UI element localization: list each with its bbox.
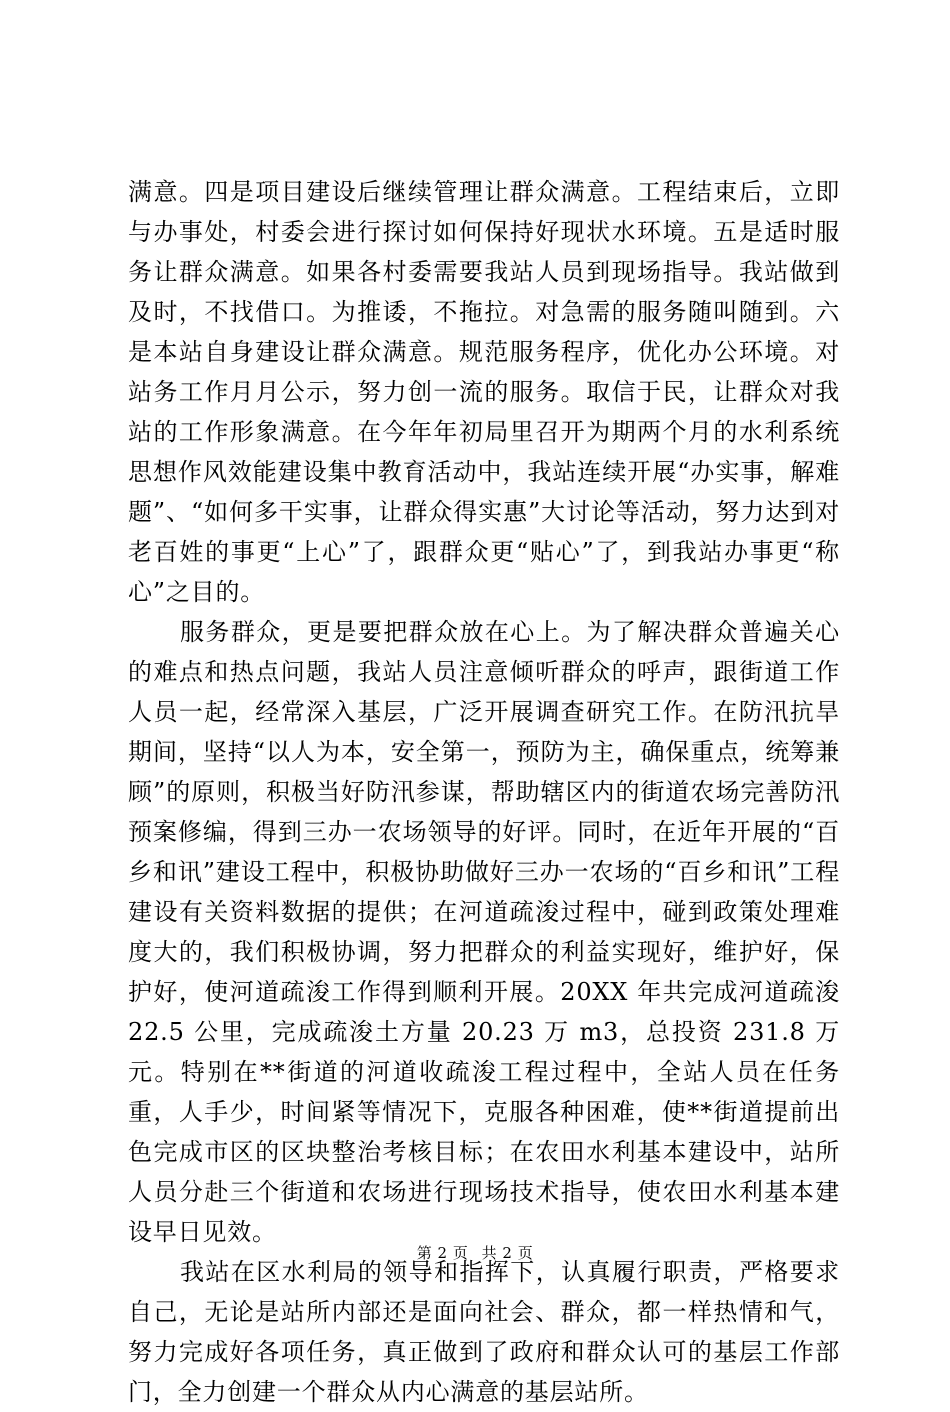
page-footer xyxy=(0,1243,950,1263)
page-number-total: 共 2 页 xyxy=(481,1244,534,1262)
paragraph-3: 我站在区水利局的领导和指挥下，认真履行职责，严格要求自己，无论是站所内部还是面向社会、群众，都一样热情和气，努力完成好各项任务，真正做到了政府和群众认可的基层工作部门，全力创建一个群众从内心满意的基层站所。 xyxy=(128,1258,840,1406)
page-number-current: 第 2 页 xyxy=(416,1244,469,1262)
paragraph-2: 服务群众，更是要把群众放在心上。为了解决群众普遍关心的难点和热点问题，我站人员注意倾听群众的呼声，跟街道工作人员一起，经常深入基层，广泛开展调查研究工作。在防汛抗旱期间，坚持“以人为本，安全第一，预防为主，确保重点，统筹兼顾”的原则，积极当好防汛参谋，帮助辖区内的街道农场完善防汛预案修编，得到三办一农场领导的好评。同时，在近年开展的“百乡和讯”建设工程中，积极协助做好三办一农场的“百乡和讯”工程建设有关资料数据的提供；在河道疏浚过程中，碰到政策处理难度大的，我们积极协调，努力把群众的利益实现好，维护好，保护好，使河道疏浚工作得到顺利开展。20XX 年共完成河道疏浚 22.5 公里，完成疏浚土方量 20.23 万 m3，总投资 231.8 万元。特别在**街道的河道收疏浚工程过程中，全站人员在任务重，人手少，时间紧等情况下，克服各种困难，使**街道提前出色完成市区的区块整治考核目标；在农田水利基本建设中，站所人员分赴三个街道和农场进行现场技术指导，使农田水利基本建设早日见效。 xyxy=(128,618,840,1246)
paragraph-1: 满意。四是项目建设后继续管理让群众满意。工程结束后，立即与办事处，村委会进行探讨如何保持好现状水环境。五是适时服务让群众满意。如果各村委需要我站人员到现场指导。我站做到及时，不找借口。为推诿，不拖拉。对急需的服务随叫随到。六是本站自身建设让群众满意。规范服务程序，优化办公环境。对站务工作月月公示，努力创一流的服务。取信于民，让群众对我站的工作形象满意。在今年年初局里召开为期两个月的水利系统思想作风效能建设集中教育活动中，我站连续开展“办实事，解难题”、“如何多干实事，让群众得实惠”大讨论等活动，努力达到对老百姓的事更“上心”了，跟群众更“贴心”了，到我站办事更“称心”之目的。 xyxy=(128,178,840,606)
document-body xyxy=(128,172,840,1412)
